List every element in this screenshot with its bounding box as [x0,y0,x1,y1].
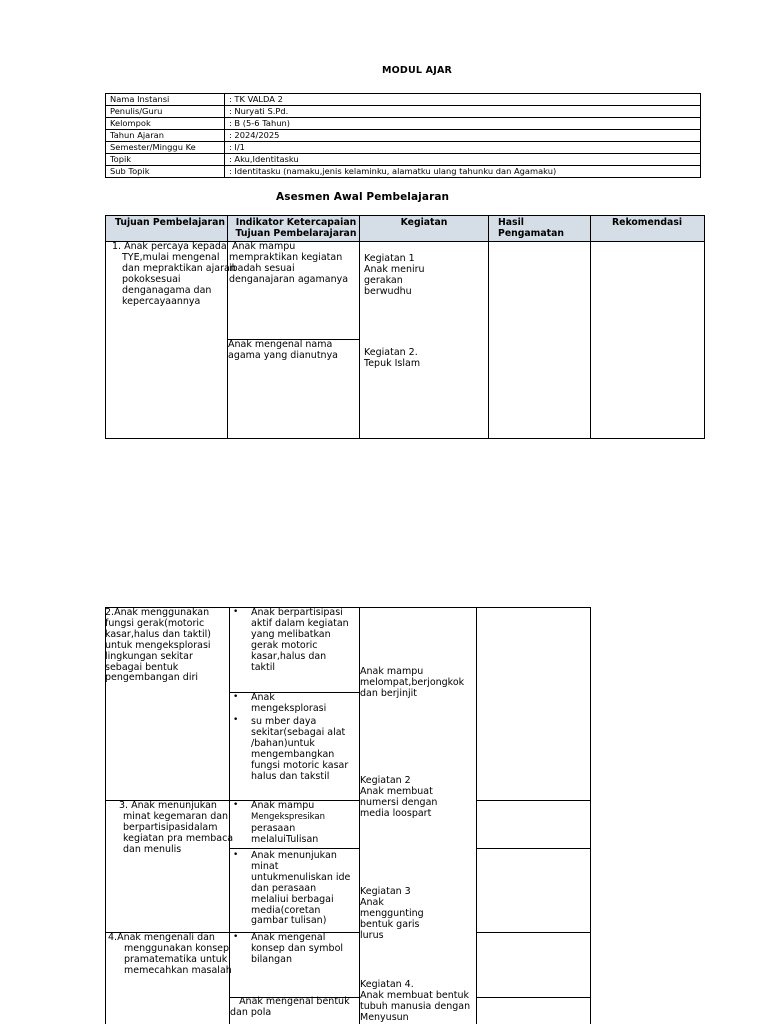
indikator-3a-line2: Mengekspresikan [251,812,326,822]
info-row [106,94,701,106]
t2-rec-divider-1 [476,800,591,801]
info-label: Topik [106,154,225,166]
indikator-2a-text: Anak berpartisipasi aktif dalam kegiatan yang melibatkan gerak motoric kasar,halus dan taktil [251,607,349,673]
info-label: Sub Topik [106,166,225,178]
indikator-3a-line3: perasaan melaluiTulisan [251,823,319,845]
tujuan-2-text: 2.Anak menggunakan fungsi gerak(motoric kasar,halus dan taktil) untuk mengeksplorasi lingkungan sekitar sebagai bentuk pengembangan diri [105,607,211,684]
tujuan-1-text: 1. Anak percaya kepada TYE,mulai mengenal dan mepraktikan ajaran pokoksesuai denganagama dan kepercayaannya [112,241,236,307]
info-value: : I/1 [225,142,701,154]
kegiatan-1-text: Kegiatan 1 Anak meniru gerakan berwudhu [364,253,425,297]
info-value: : 2024/2025 [225,130,701,142]
indikator-4a-text: Anak mengenal konsep dan symbol bilangan [251,932,344,965]
col-divider-2 [359,215,360,439]
kegiatan-b-text: Kegiatan 2 Anak membuat numersi dengan media loospart [360,775,438,819]
t2-rec-divider-2 [476,848,591,849]
tujuan-3-text: 3. Anak menunjukan minat kegemaran dan berpartisipasidalam kegiatan pra membaca dan menulis [119,800,234,855]
col-divider-4 [590,215,591,439]
info-label: Nama Instansi [106,94,225,106]
indikator-2b1-text: Anak mengeksplorasi [251,692,327,714]
info-row [106,166,701,178]
document-title: MODUL AJAR [381,65,453,76]
kegiatan-d-text: Kegiatan 4. Anak membuat bentuk tubuh manusia dengan Menyusun [360,979,471,1023]
header-hasil: Hasil Pengamatan [498,217,564,239]
bullet-2a: • [233,607,239,617]
t2-ind-divider-2 [229,848,360,849]
bullet-4a: • [233,932,239,942]
info-value: : Nuryati S.Pd. [225,106,701,118]
info-row [106,130,701,142]
t2-col-3 [476,607,477,1024]
info-row [106,154,701,166]
indikator-1a-text: Anak mampu mempraktikan kegiatan ibadah sesuai denganajaran agamanya [229,241,349,285]
info-label: Kelompok [106,118,225,130]
info-value: : TK VALDA 2 [225,94,701,106]
header-kegiatan: Kegiatan [400,217,448,228]
indikator-3a-line1: Anak mampu [251,800,315,811]
header-rekomendasi: Rekomendasi [612,217,683,228]
kegiatan-a-text: Anak mampu melompat,berjongkok dan berjinjit [360,666,465,699]
info-row [106,106,701,118]
kegiatan-2-text: Kegiatan 2. Tepuk Islam [364,347,421,369]
info-value: : Identitasku (namaku,jenis kelaminku, alamatku ulang tahunku dan Agamaku) [225,166,701,178]
t2-right-border [590,607,591,1024]
info-value: : B (5-6 Tahun) [225,118,701,130]
tujuan-4-text: 4.Anak mengenali dan menggunakan konsep pramatematika untuk memecahkan masalah [108,932,232,976]
col-divider-3 [488,215,489,439]
asesmen-title: Asesmen Awal Pembelajaran [276,191,450,203]
kegiatan-c-text: Kegiatan 3 Anak menggunting bentuk garis lurus [360,886,424,941]
info-label: Tahun Ajaran [106,130,225,142]
info-value: : Aku,Identitasku [225,154,701,166]
info-table [105,93,701,178]
bullet-2b2: • [233,715,239,725]
indikator-1b-text: Anak mengenal nama agama yang dianutnya [228,339,339,361]
info-label: Penulis/Guru [106,106,225,118]
indikator-4b-text: Anak mengenal bentuk dan pola [230,996,353,1018]
header-tujuan: Tujuan Pembelajaran [115,217,226,228]
indikator-3b-text: Anak menunjukan minat untukmenuliskan ide dan perasaan melaliui berbagai media(coretan gambar tulisan) [251,850,351,927]
t2-rec-divider-4 [476,997,591,998]
info-row [106,118,701,130]
indikator-2b2-text: su mber daya sekitar(sebagai alat /bahan)untuk mengembangkan fungsi motoric kasar halus dan takstil [251,716,349,782]
header-indikator: Indikator Ketercapaian Tujuan Pembelarajaran [235,217,357,239]
bullet-3b: • [233,850,239,860]
t2-rec-divider-3 [476,932,591,933]
bullet-2b-top: • [233,692,239,702]
info-label: Semester/Minggu Ke [106,142,225,154]
info-row [106,142,701,154]
bullet-3a: • [233,800,239,810]
